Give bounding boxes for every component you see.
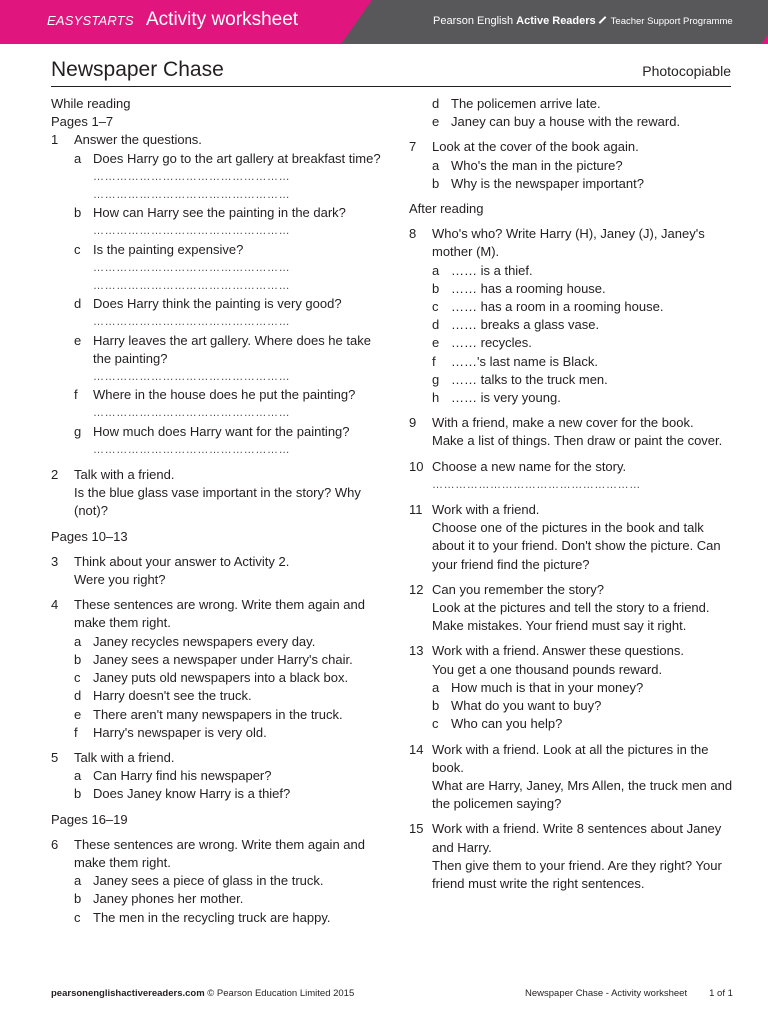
item-letter: a [74,873,82,889]
item-text: …… recycles. [451,335,532,351]
item-text: …… is very young. [451,390,561,406]
activity-4 [51,596,381,742]
item-letter: f [432,353,436,369]
question-item [74,706,381,724]
question-item [432,157,739,175]
activity-number: 7 [409,139,417,155]
activity-text: Look at the pictures and tell the story to a friend. Make mistakes. Your friend must say it right. [432,600,710,634]
activity-text: Is the blue glass vase important in the story? Why (not)? [74,485,361,519]
item-letter: d [74,688,82,704]
activity-number: 2 [51,467,59,483]
item-letter: b [74,205,82,221]
item-letter: g [74,423,82,439]
item-text: The men in the recycling truck are happy. [93,909,331,925]
answer-line[interactable]: …………………………………………… [93,189,291,202]
activity-14 [409,741,739,814]
item-letter: c [74,241,81,257]
question-item [74,890,381,908]
activity-6 [51,836,381,927]
title-rule [51,86,731,87]
item-letter: b [432,175,440,191]
footer-right [525,988,733,999]
question-item [432,113,739,131]
question-item [74,204,381,240]
item-letter: g [432,371,440,387]
item-text: How much is that in your money? [451,679,644,695]
activity-instruction: Work with a friend. [432,502,540,518]
question-item [432,298,739,316]
item-letter: e [432,335,440,351]
photocopiable-label: Photocopiable [642,63,731,79]
answer-line[interactable]: …………………………………………… [93,407,291,420]
activity-instruction: With a friend, make a new cover for the book. [432,415,694,431]
question-item [74,633,381,651]
item-letter: b [432,280,440,296]
item-text: What do you want to buy? [451,698,602,714]
item-text: Is the painting expensive? [93,241,244,257]
question-item [432,715,739,733]
question-item [432,262,739,280]
question-item [432,679,739,697]
section-heading: After reading [409,201,484,217]
brand-name: Active Readers [516,15,596,27]
item-letter: f [74,724,78,740]
activity-instruction: Work with a friend. Answer these questions. [432,643,684,659]
activity-8 [409,225,739,407]
question-item [74,724,381,742]
answer-line[interactable]: …………………………………………… [93,443,291,456]
activity-number: 4 [51,597,59,613]
item-text: Janey sees a piece of glass in the truck. [93,873,324,889]
activity-instruction: Talk with a friend. [74,749,175,765]
question-item [74,423,381,459]
activity-continued [409,95,739,131]
activity-instruction: Can you remember the story? [432,581,604,597]
footer-doc: - Activity worksheet [603,988,688,999]
activity-number: 6 [51,836,59,852]
question-item [432,95,739,113]
question-item [432,175,739,193]
question-item [74,669,381,687]
section-heading: Pages 10–13 [51,528,128,544]
series-label: EASYSTARTS [47,13,134,28]
item-letter: b [74,891,82,907]
item-text: Janey puts old newspapers into a black box. [93,670,349,686]
question-item [74,332,381,387]
question-item [74,909,381,927]
question-item [74,386,381,422]
activity-instruction: Answer the questions. [74,132,202,148]
item-letter: c [74,670,81,686]
item-letter: e [74,332,82,348]
answer-line[interactable]: ……………………………………………… [432,478,641,491]
section-heading: Pages 16–19 [51,811,128,827]
activity-12 [409,581,739,636]
item-text: Who can you help? [451,716,563,732]
question-item [74,687,381,705]
activity-number: 3 [51,553,59,569]
feather-icon [598,16,606,24]
activity-text: Make a list of things. Then draw or paint the cover. [432,433,723,449]
section-heading: Pages 1–7 [51,114,114,130]
activity-3 [51,553,381,589]
item-letter: d [432,96,440,111]
activity-number: 9 [409,415,417,431]
activity-text: What are Harry, Janey, Mrs Allen, the truck men and the policemen saying? [432,777,733,812]
item-letter: c [432,299,439,315]
question-item [432,353,739,371]
item-text: Who's the man in the picture? [451,157,623,173]
activity-number: 1 [51,132,59,148]
activity-1 [51,131,381,459]
item-text: Janey sees a newspaper under Harry's chair. [93,651,353,667]
footer-book: Newspaper Chase [525,988,604,999]
item-text: Janey phones her mother. [93,891,244,907]
item-text: Harry's newspaper is very old. [93,724,267,740]
item-letter: a [74,633,82,649]
question-item [74,767,381,785]
activity-instruction: Look at the cover of the book again. [432,139,639,155]
activity-text: Then give them to your friend. Are they right? Your friend must write the right sentences. [432,857,722,891]
section-heading: While reading [51,96,131,111]
right-column [409,95,739,893]
item-text: There aren't many newspapers in the truck. [93,706,343,722]
item-letter: a [432,679,440,695]
left-column [51,95,381,927]
item-text: How much does Harry want for the painting? [93,423,350,439]
activity-9 [409,414,739,450]
activity-2 [51,466,381,521]
item-text: ……'s last name is Black. [451,353,598,369]
question-item [432,371,739,389]
question-item [74,150,381,205]
activity-number: 11 [409,502,423,518]
brand-programme: Teacher Support Programme [610,16,733,27]
footer-page: 1 of 1 [709,988,733,999]
item-letter: h [432,390,440,406]
footer-url[interactable]: pearsonenglishactivereaders.com [51,988,205,999]
item-letter: c [74,909,81,925]
activity-15 [409,820,739,893]
item-text: Does Harry think the painting is very good? [93,296,342,312]
answer-line[interactable]: …………………………………………… [93,261,291,274]
question-item [74,295,381,331]
page-title: Newspaper Chase [51,58,224,81]
item-text: Does Harry go to the art gallery at breakfast time? [93,150,381,166]
item-text: Why is the newspaper important? [451,175,644,191]
question-item [432,280,739,298]
activity-number: 14 [409,741,424,757]
activity-text: Were you right? [74,572,166,588]
footer-left [51,988,354,999]
item-letter: e [432,114,440,130]
question-item [74,651,381,669]
item-letter: c [432,716,439,732]
activity-number: 8 [409,226,417,242]
item-letter: d [432,317,440,333]
worksheet-type: Activity worksheet [146,9,299,30]
activity-number: 10 [409,458,424,474]
item-letter: b [74,786,82,802]
item-text: Does Janey know Harry is a thief? [93,786,291,802]
activity-instruction: These sentences are wrong. Write them again and make them right. [74,836,365,870]
item-letter: a [74,150,82,166]
activity-7 [409,138,739,193]
answer-line[interactable]: …………………………………………… [93,225,291,238]
activity-instruction: These sentences are wrong. Write them again and make them right. [74,597,365,631]
activity-instruction: Talk with a friend. [74,467,175,483]
activity-text: Choose one of the pictures in the book and talk about it to your friend. Don't show the picture. Can your friend find the picture? [432,520,721,572]
item-text: Where in the house does he put the painting? [93,387,356,403]
item-text: Janey can buy a house with the reward. [451,114,681,130]
item-text: Can Harry find his newspaper? [93,768,272,784]
item-text: …… talks to the truck men. [451,371,608,387]
item-text: …… has a room in a rooming house. [451,299,664,315]
activity-instruction: Who's who? Write Harry (H), Janey (J), Janey's mother (M). [432,226,705,260]
activity-number: 12 [409,581,424,597]
question-item [432,697,739,715]
item-text: How can Harry see the painting in the dark? [93,205,346,221]
question-item [432,334,739,352]
activity-instruction: Choose a new name for the story. [432,458,627,474]
item-letter: b [74,651,82,667]
activity-text: You get a one thousand pounds reward. [432,661,663,677]
activity-instruction: Work with a friend. Look at all the pictures in the book. [432,741,709,775]
brand-prefix: Pearson English [433,15,517,27]
item-text: The policemen arrive late. [451,96,601,111]
item-letter: f [74,387,78,403]
footer-copyright: © Pearson Education Limited 2015 [204,988,355,999]
question-item [74,872,381,890]
activity-11 [409,501,739,574]
question-item [74,241,381,296]
brand-text [433,15,733,27]
item-letter: a [432,157,440,173]
item-letter: d [74,296,82,312]
activity-13 [409,642,739,733]
answer-line[interactable]: …………………………………………… [93,170,291,183]
item-text: Harry leaves the art gallery. Where does he take the painting? [93,332,371,366]
question-item [74,785,381,803]
item-letter: a [74,768,82,784]
activity-number: 5 [51,749,59,765]
answer-line[interactable]: …………………………………………… [93,316,291,329]
item-letter: a [432,262,440,278]
item-text: Janey recycles newspapers every day. [93,633,316,649]
item-letter: b [432,698,440,714]
activity-10 [409,458,739,494]
answer-line[interactable]: …………………………………………… [93,371,291,384]
item-text: Harry doesn't see the truck. [93,688,252,704]
question-item [432,389,739,407]
item-text: …… is a thief. [451,262,533,278]
item-text: …… breaks a glass vase. [451,317,600,333]
question-item [432,316,739,334]
activity-number: 13 [409,643,424,659]
activity-5 [51,749,381,804]
activity-number: 15 [409,821,424,837]
item-letter: e [74,706,82,722]
top-banner [0,0,768,44]
item-text: …… has a rooming house. [451,280,606,296]
answer-line[interactable]: …………………………………………… [93,280,291,293]
activity-instruction: Think about your answer to Activity 2. [74,553,290,569]
activity-instruction: Work with a friend. Write 8 sentences about Janey and Harry. [432,821,722,855]
